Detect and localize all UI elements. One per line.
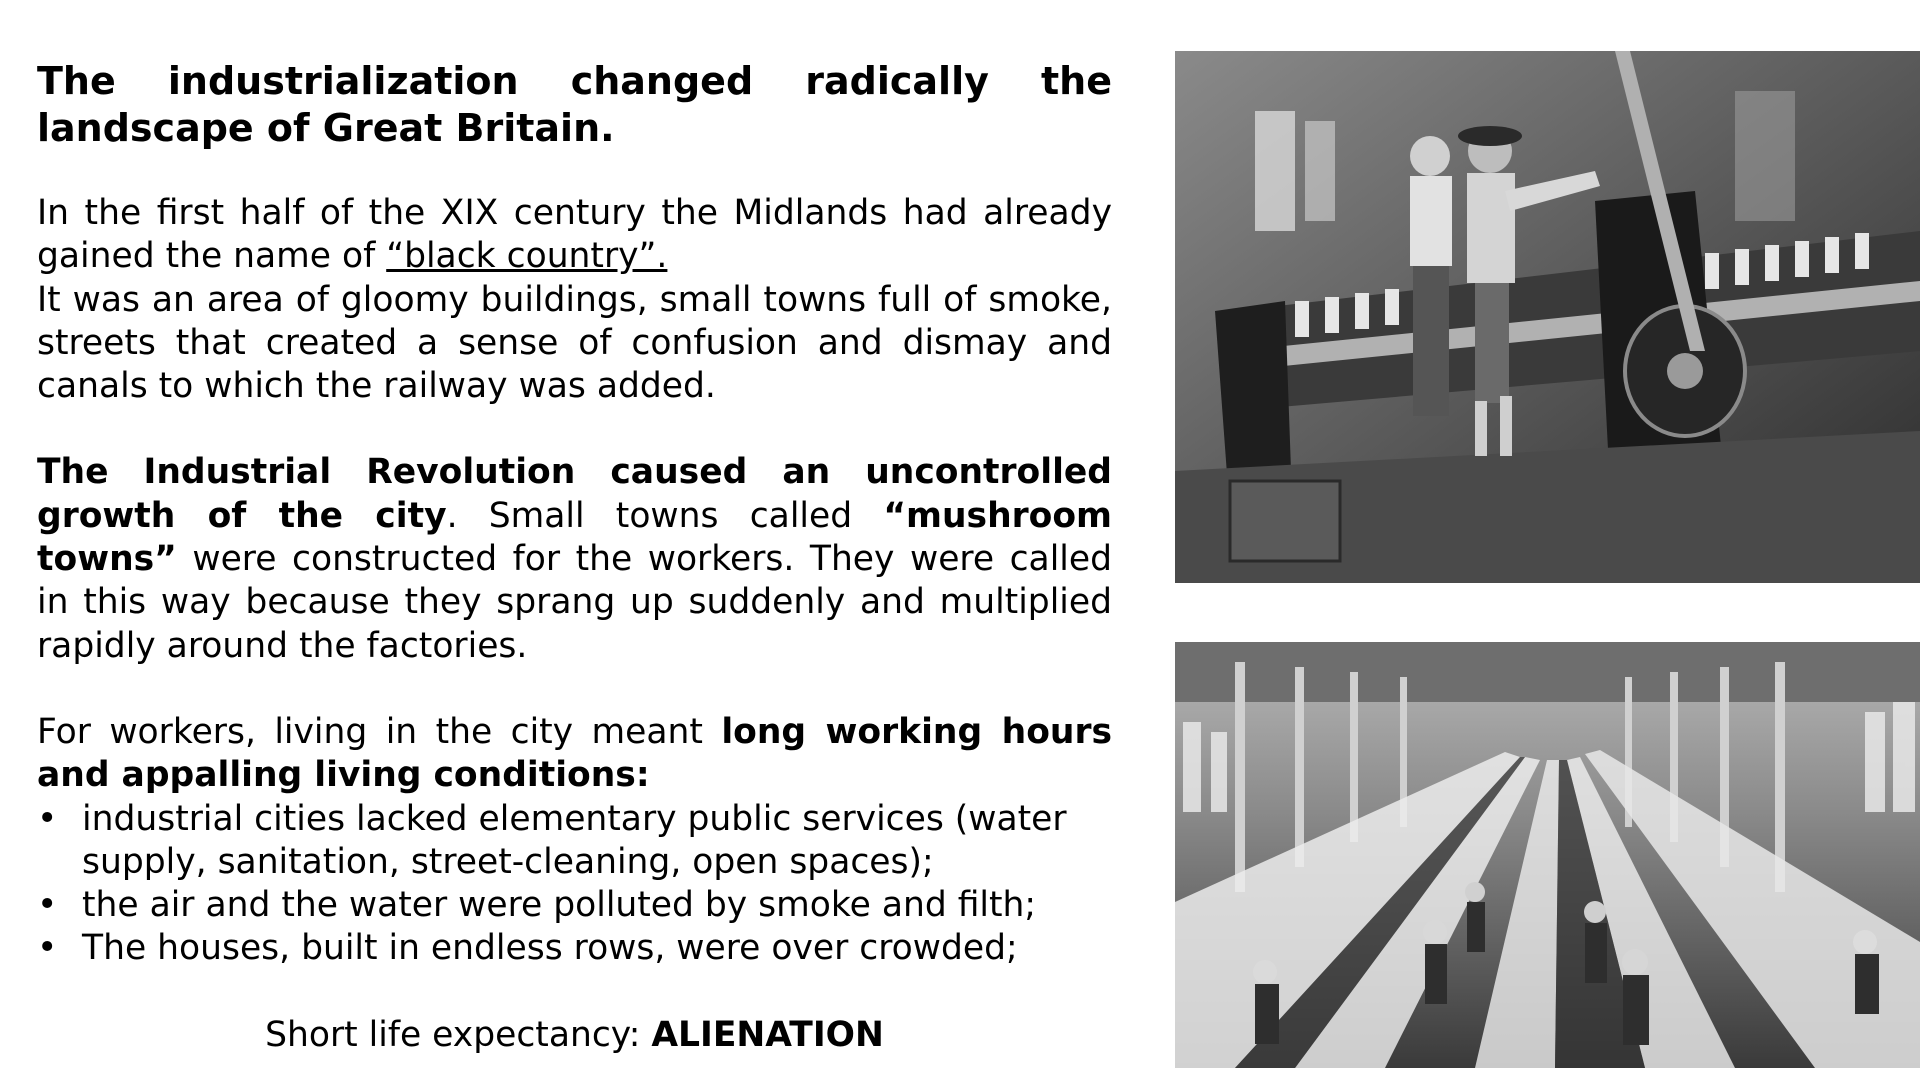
- paragraph-black-country-prefix: In the first half of the XIX century the Midlands had already gained the name of: [37, 193, 1112, 277]
- alienation-term: ALIENATION: [651, 1014, 884, 1055]
- workers-bold-intro: long working hours and appalling living conditions:: [37, 711, 1113, 796]
- industrial-revolution-rest: were constructed for the workers. They were called in this way because they sprang up suddenly and multiplied rapidly around the factories.: [37, 539, 1112, 666]
- workers-intro: For workers, living in the city meant: [37, 711, 722, 752]
- black-country-term: “black country”.: [386, 236, 668, 277]
- conditions-list: [37, 798, 1112, 971]
- list-item: [37, 927, 1112, 970]
- photo-spinning-room-image: [1175, 642, 1920, 1068]
- conclusion-line: [37, 1014, 1112, 1057]
- paragraph-workers: [37, 711, 1112, 798]
- paragraph-black-country-continuation: It was an area of gloomy buildings, small towns full of smoke, streets that created a sense of confusion and dismay and canals to which the railway was added.: [37, 279, 1112, 407]
- conclusion-label: Short life expectancy:: [265, 1014, 652, 1055]
- list-item: [37, 884, 1112, 927]
- list-item-text: The houses, built in endless rows, were over crowded;: [82, 928, 1018, 969]
- list-item-text: industrial cities lacked elementary public services (water supply, sanitation, street-cleaning, open spaces);: [82, 798, 1067, 882]
- paragraph-black-country: [37, 192, 1112, 408]
- photo-child-workers-image: [1175, 51, 1920, 583]
- bullet-icon: •: [37, 928, 58, 969]
- slide-title: The industrialization changed radically the landscape of Great Britain.: [37, 59, 1112, 150]
- list-item-text: the air and the water were polluted by smoke and filth;: [82, 885, 1037, 926]
- text-column: [37, 58, 1112, 1057]
- industrial-revolution-mid: . Small towns called: [446, 495, 884, 536]
- bullet-icon: •: [37, 798, 58, 839]
- paragraph-industrial-revolution: [37, 451, 1112, 667]
- bullet-icon: •: [37, 885, 58, 926]
- industrial-revolution-bold: The Industrial Revolution caused an uncontrolled growth of the city: [37, 452, 1112, 536]
- mushroom-towns-term: “mushroom towns”: [37, 495, 1112, 580]
- photo-spinning-room: [1175, 642, 1920, 1068]
- list-item: [37, 798, 1112, 885]
- photo-child-workers: [1175, 51, 1920, 583]
